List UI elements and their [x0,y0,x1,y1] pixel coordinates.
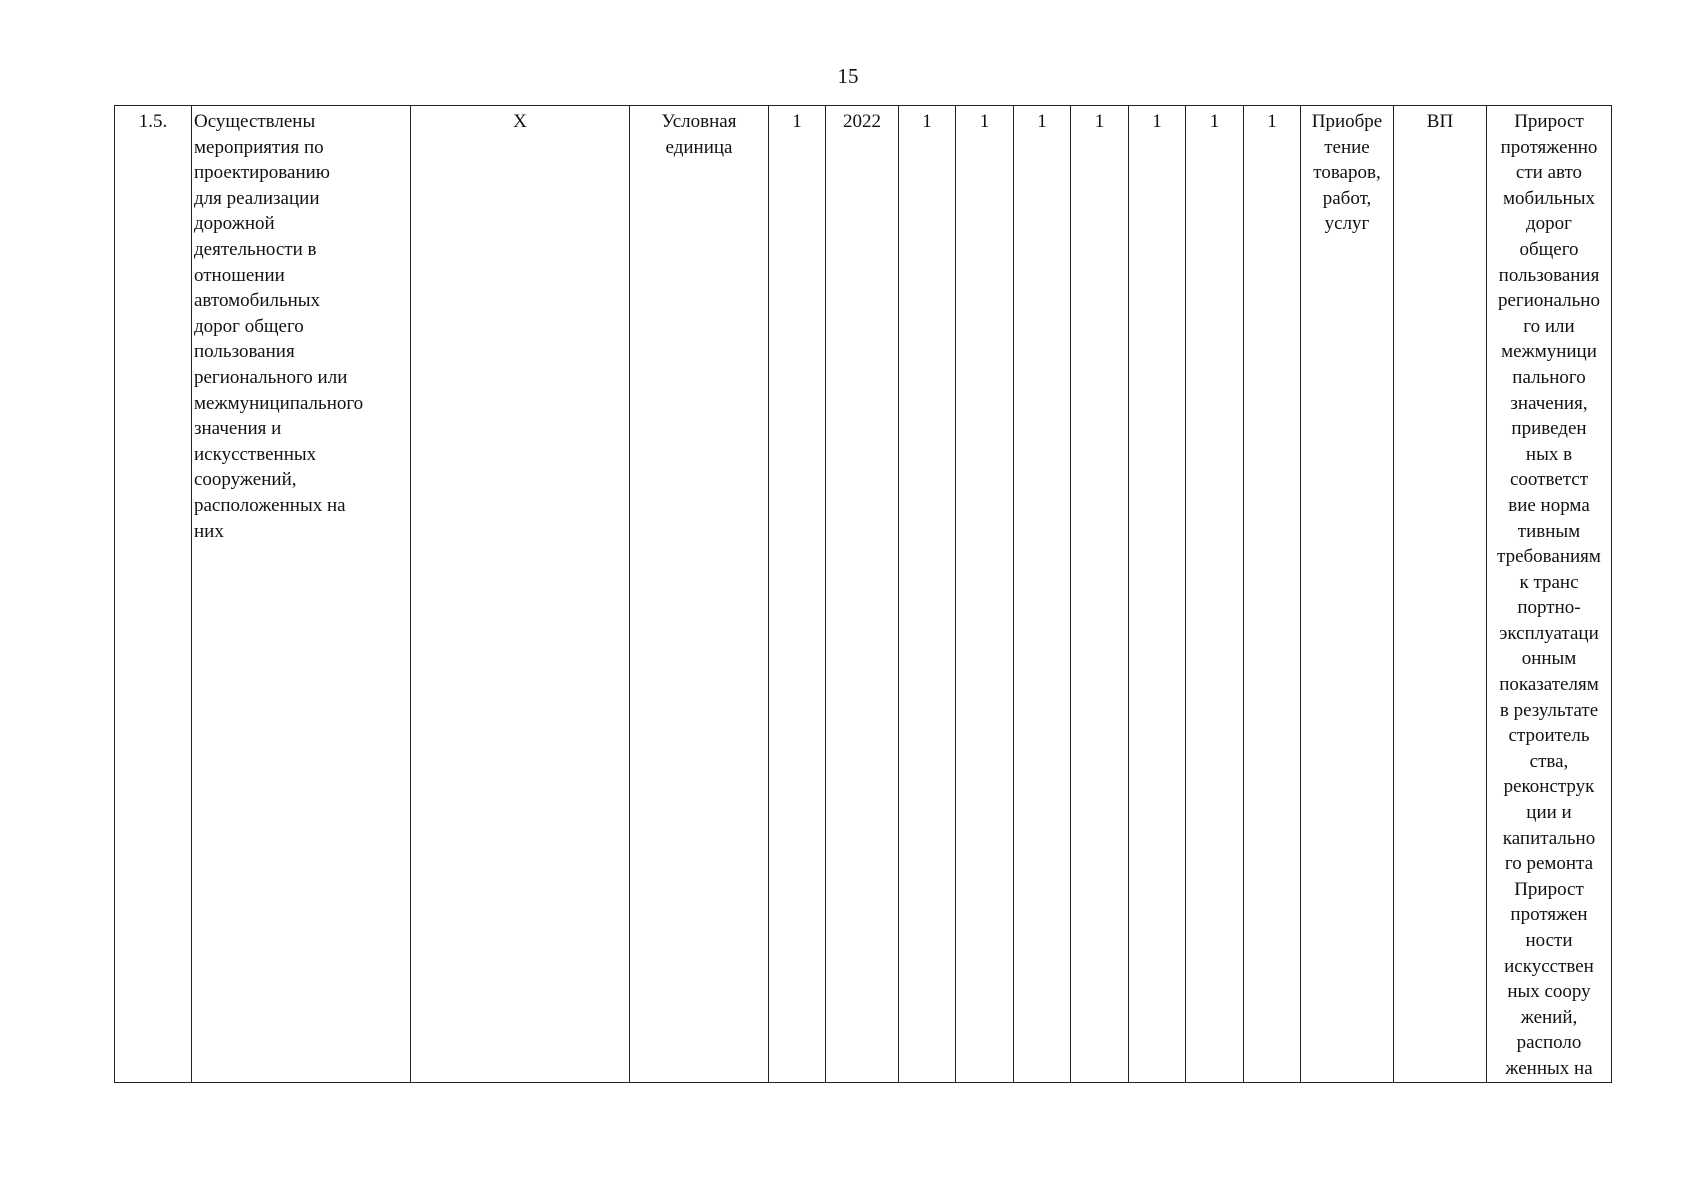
value-6: 1 [1209,111,1220,132]
value-cell [1071,106,1129,1083]
value-cell [1129,106,1186,1083]
row-code-cell [1394,106,1487,1083]
row-unit: Условная единица [661,111,737,158]
row-name-cell [192,106,411,1083]
value-cell [1244,106,1301,1083]
row-description-cell [1487,106,1612,1083]
value-cell [1014,106,1071,1083]
base-year-cell [826,106,899,1083]
value-cell [956,106,1014,1083]
indicator-table [114,105,1612,1083]
value-cell [1186,106,1244,1083]
value-cell [899,106,956,1083]
base-year: 2022 [843,111,881,132]
page-number: 15 [837,64,859,88]
base-value-cell [769,106,826,1083]
value-2: 1 [979,111,990,132]
row-type-cell [1301,106,1394,1083]
row-mark: X [513,111,527,132]
value-3: 1 [1037,111,1047,132]
row-index-cell [115,106,192,1083]
value-4: 1 [1094,111,1105,132]
value-5: 1 [1152,111,1162,132]
base-value: 1 [792,111,802,132]
row-unit-cell [630,106,769,1083]
value-7: 1 [1267,111,1277,132]
value-1: 1 [922,111,932,132]
row-index: 1.5. [138,111,168,132]
row-description: Прирост протяженно сти авто мобильных дорог общего пользования регионально го или межмуници пального значения, приведен ных в соответст вие норма тивным требованиям к транс портно- эксплуатаци онным показателям в результате строитель ства, реконструк ции и капитально го ремонта Прирост протяжен ности искусствен ных соору жений, располо женных на [1497,111,1601,1079]
row-code: ВП [1426,111,1454,132]
row-type: Приобре тение товаров, работ, услуг [1311,111,1383,235]
row-mark-cell [411,106,630,1083]
row-name: Осуществлены мероприятия по проектированию для реализации дорожной деятельности в отношении автомобильных дорог общего пользования регионального или межмуниципального значения и искусственных сооружений, расположенных на них [194,111,364,542]
table-row [115,106,1612,1083]
